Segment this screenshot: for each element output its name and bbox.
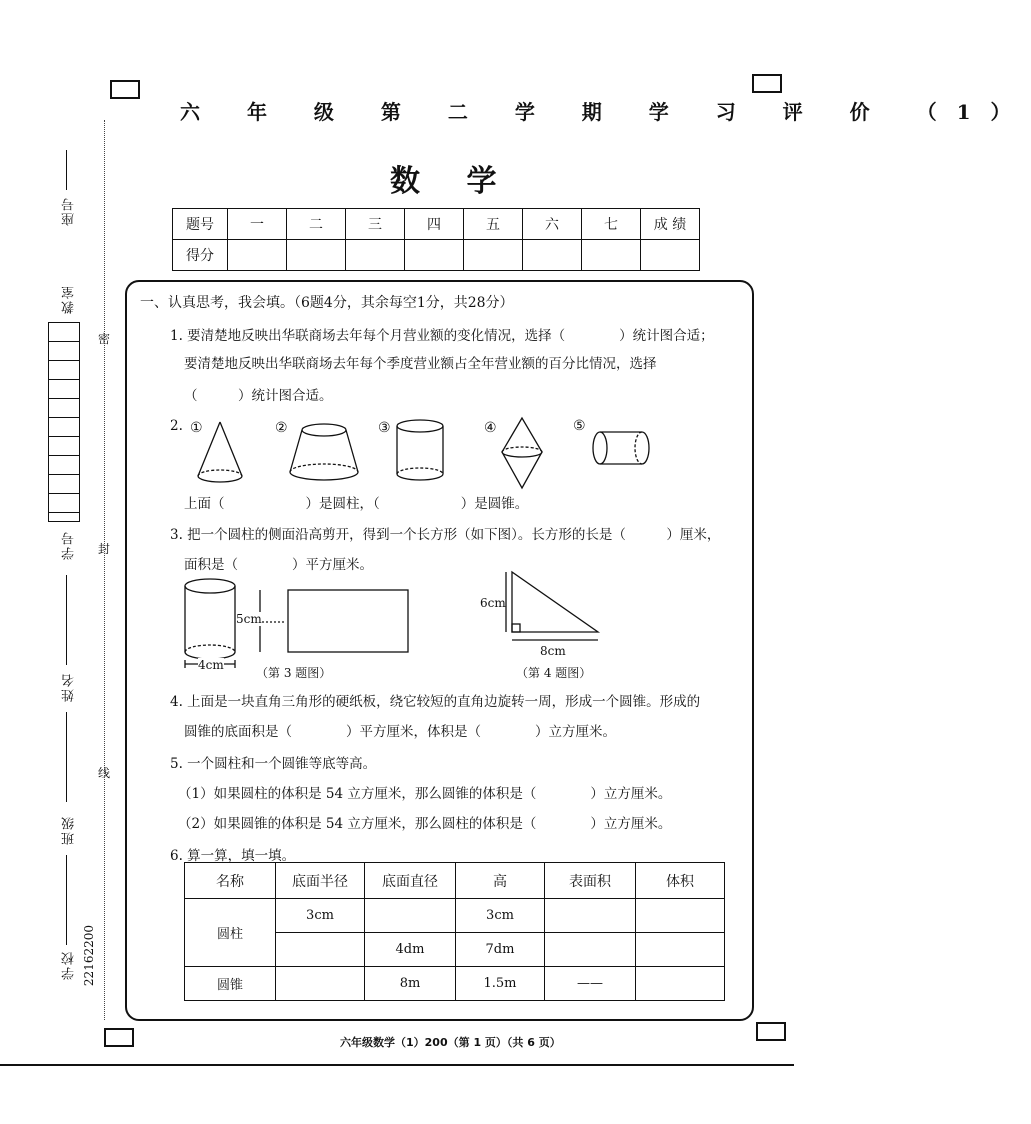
- q2-shapes-figure: [180, 412, 680, 492]
- calc-cell[interactable]: [545, 933, 636, 967]
- q2-number: 2.: [170, 418, 183, 434]
- corner-box-top-right: [752, 74, 782, 93]
- calc-cell[interactable]: [545, 899, 636, 933]
- calc-cell[interactable]: 3cm: [276, 899, 365, 933]
- shape-label-4: ④: [484, 420, 497, 436]
- q1-line2: 要清楚地反映出华联商场去年每个季度营业额占全年营业额的百分比情况，选择: [184, 356, 657, 372]
- fig4-caption: （第 4 题图）: [516, 666, 592, 680]
- page-footer: 六年级数学（1）200（第 1 页）（共 6 页）: [340, 1036, 561, 1049]
- q5-line2: （1）如果圆柱的体积是 54 立方厘米，那么圆锥的体积是（ ）立方厘米。: [178, 786, 672, 802]
- section1-heading: 一、认真思考，我会填。（6题4分，其余每空1分，共28分）: [140, 295, 514, 311]
- calc-header-cell: 高: [456, 863, 545, 899]
- name-label: 姓名: [62, 672, 77, 702]
- fig3-diameter-label: 4cm: [198, 658, 224, 672]
- calc-header-cell: 名称: [185, 863, 276, 899]
- q4-line2: 圆锥的底面积是（ ）平方厘米，体积是（ ）立方厘米。: [184, 724, 616, 740]
- fig4-height-label: 6cm: [480, 596, 506, 610]
- student-number-grid[interactable]: [48, 322, 80, 522]
- name-line-b: [66, 712, 67, 802]
- horizontal-cylinder-shape-5: [593, 432, 649, 464]
- seat-line: [66, 150, 67, 190]
- q5-line3: （2）如果圆锥的体积是 54 立方厘米，那么圆柱的体积是（ ）立方厘米。: [178, 816, 672, 832]
- school-code: 22162200: [82, 925, 96, 987]
- class-line: [66, 855, 67, 945]
- score-input-cell[interactable]: [287, 240, 346, 271]
- shape-label-5: ⑤: [573, 418, 586, 434]
- fig3-caption: （第 3 题图）: [256, 666, 332, 680]
- calc-table: [184, 862, 725, 1001]
- double-cone-shape-4: [502, 418, 542, 488]
- score-header-cell: 题号: [173, 209, 228, 240]
- score-header-cell: 三: [346, 209, 405, 240]
- q6-line: 6. 算一算，填一填。: [170, 848, 296, 864]
- score-input-cell[interactable]: [405, 240, 464, 271]
- binding-dotted-line: [104, 120, 105, 1020]
- calc-cell[interactable]: [365, 899, 456, 933]
- score-input-cell[interactable]: [228, 240, 287, 271]
- score-input-cell[interactable]: [346, 240, 405, 271]
- seal-mi: 密: [98, 332, 111, 346]
- fig4-base-label: 8cm: [540, 644, 566, 658]
- calc-cell[interactable]: ——: [545, 967, 636, 1001]
- seal-xian: 线: [98, 766, 111, 780]
- score-header-cell: 一: [228, 209, 287, 240]
- score-header-cell: 五: [464, 209, 523, 240]
- cylinder-shape-3: [397, 420, 443, 480]
- score-header-cell: 六: [523, 209, 582, 240]
- cone-row-label: 圆锥: [185, 967, 276, 1001]
- corner-box-top-left: [110, 80, 140, 99]
- calc-cell[interactable]: [636, 933, 725, 967]
- calc-cell[interactable]: 7dm: [456, 933, 545, 967]
- score-row-label: 得分: [173, 240, 228, 271]
- calc-cell[interactable]: [276, 933, 365, 967]
- shape-label-2: ②: [275, 420, 288, 436]
- school-label: 学校: [62, 950, 77, 980]
- score-header-cell: 四: [405, 209, 464, 240]
- seat-label: 座号: [62, 196, 77, 226]
- score-input-cell[interactable]: [582, 240, 641, 271]
- fig3-height-label: 5cm: [236, 612, 262, 626]
- calc-header-cell: 底面直径: [365, 863, 456, 899]
- subject-title: 数 学: [390, 164, 515, 199]
- q4-line1: 4. 上面是一块直角三角形的硬纸板，绕它较短的直角边旋转一周，形成一个圆锥。形成的: [170, 694, 701, 710]
- score-input-cell[interactable]: [464, 240, 523, 271]
- calc-header-cell: 底面半径: [276, 863, 365, 899]
- exam-title: 六 年 级 第 二 学 期 学 习 评 价 （1）: [180, 100, 1031, 124]
- score-header-cell: 二: [287, 209, 346, 240]
- name-line-a: [66, 575, 67, 665]
- score-header-cell: 七: [582, 209, 641, 240]
- calc-header-cell: 体积: [636, 863, 725, 899]
- class-label: 班级: [62, 815, 77, 845]
- q3-line1: 3. 把一个圆柱的侧面沿高剪开，得到一个长方形（如下图）。长方形的长是（ ）厘米，: [170, 527, 721, 543]
- fig4-right-triangle: [500, 566, 610, 646]
- score-header-cell: 成 绩: [641, 209, 700, 240]
- shape-label-3: ③: [378, 420, 391, 436]
- calc-cell[interactable]: 4dm: [365, 933, 456, 967]
- calc-cell[interactable]: 8m: [365, 967, 456, 1001]
- q3-line2: 面积是（ ）平方厘米。: [184, 557, 373, 573]
- calc-cell[interactable]: 1.5m: [456, 967, 545, 1001]
- score-table: [172, 208, 700, 271]
- cylinder-row-label: 圆柱: [185, 899, 276, 967]
- score-input-cell[interactable]: [641, 240, 700, 271]
- shape-label-1: ①: [190, 420, 203, 436]
- calc-cell[interactable]: [636, 899, 725, 933]
- q1-line3: （ ）统计图合适。: [184, 388, 333, 404]
- score-input-cell[interactable]: [523, 240, 582, 271]
- q5-line1: 5. 一个圆柱和一个圆锥等底等高。: [170, 756, 377, 772]
- corner-box-bottom-left: [104, 1028, 134, 1047]
- q2-answer-line: 上面（ ）是圆柱，（ ）是圆锥。: [184, 496, 529, 512]
- cone-shape-1: [198, 422, 242, 482]
- room-label: 教室: [62, 284, 77, 314]
- calc-header-cell: 表面积: [545, 863, 636, 899]
- corner-box-bottom-right: [756, 1022, 786, 1041]
- student-no-label: 学号: [62, 530, 77, 560]
- calc-cell[interactable]: 3cm: [456, 899, 545, 933]
- page-bottom-line: [0, 1064, 794, 1066]
- q1-line1: 1. 要清楚地反映出华联商场去年每个月营业额的变化情况，选择（ ）统计图合适；: [170, 328, 714, 344]
- calc-cell[interactable]: [276, 967, 365, 1001]
- frustum-shape-2: [290, 424, 358, 480]
- seal-feng: 封: [98, 542, 111, 556]
- calc-cell[interactable]: [636, 967, 725, 1001]
